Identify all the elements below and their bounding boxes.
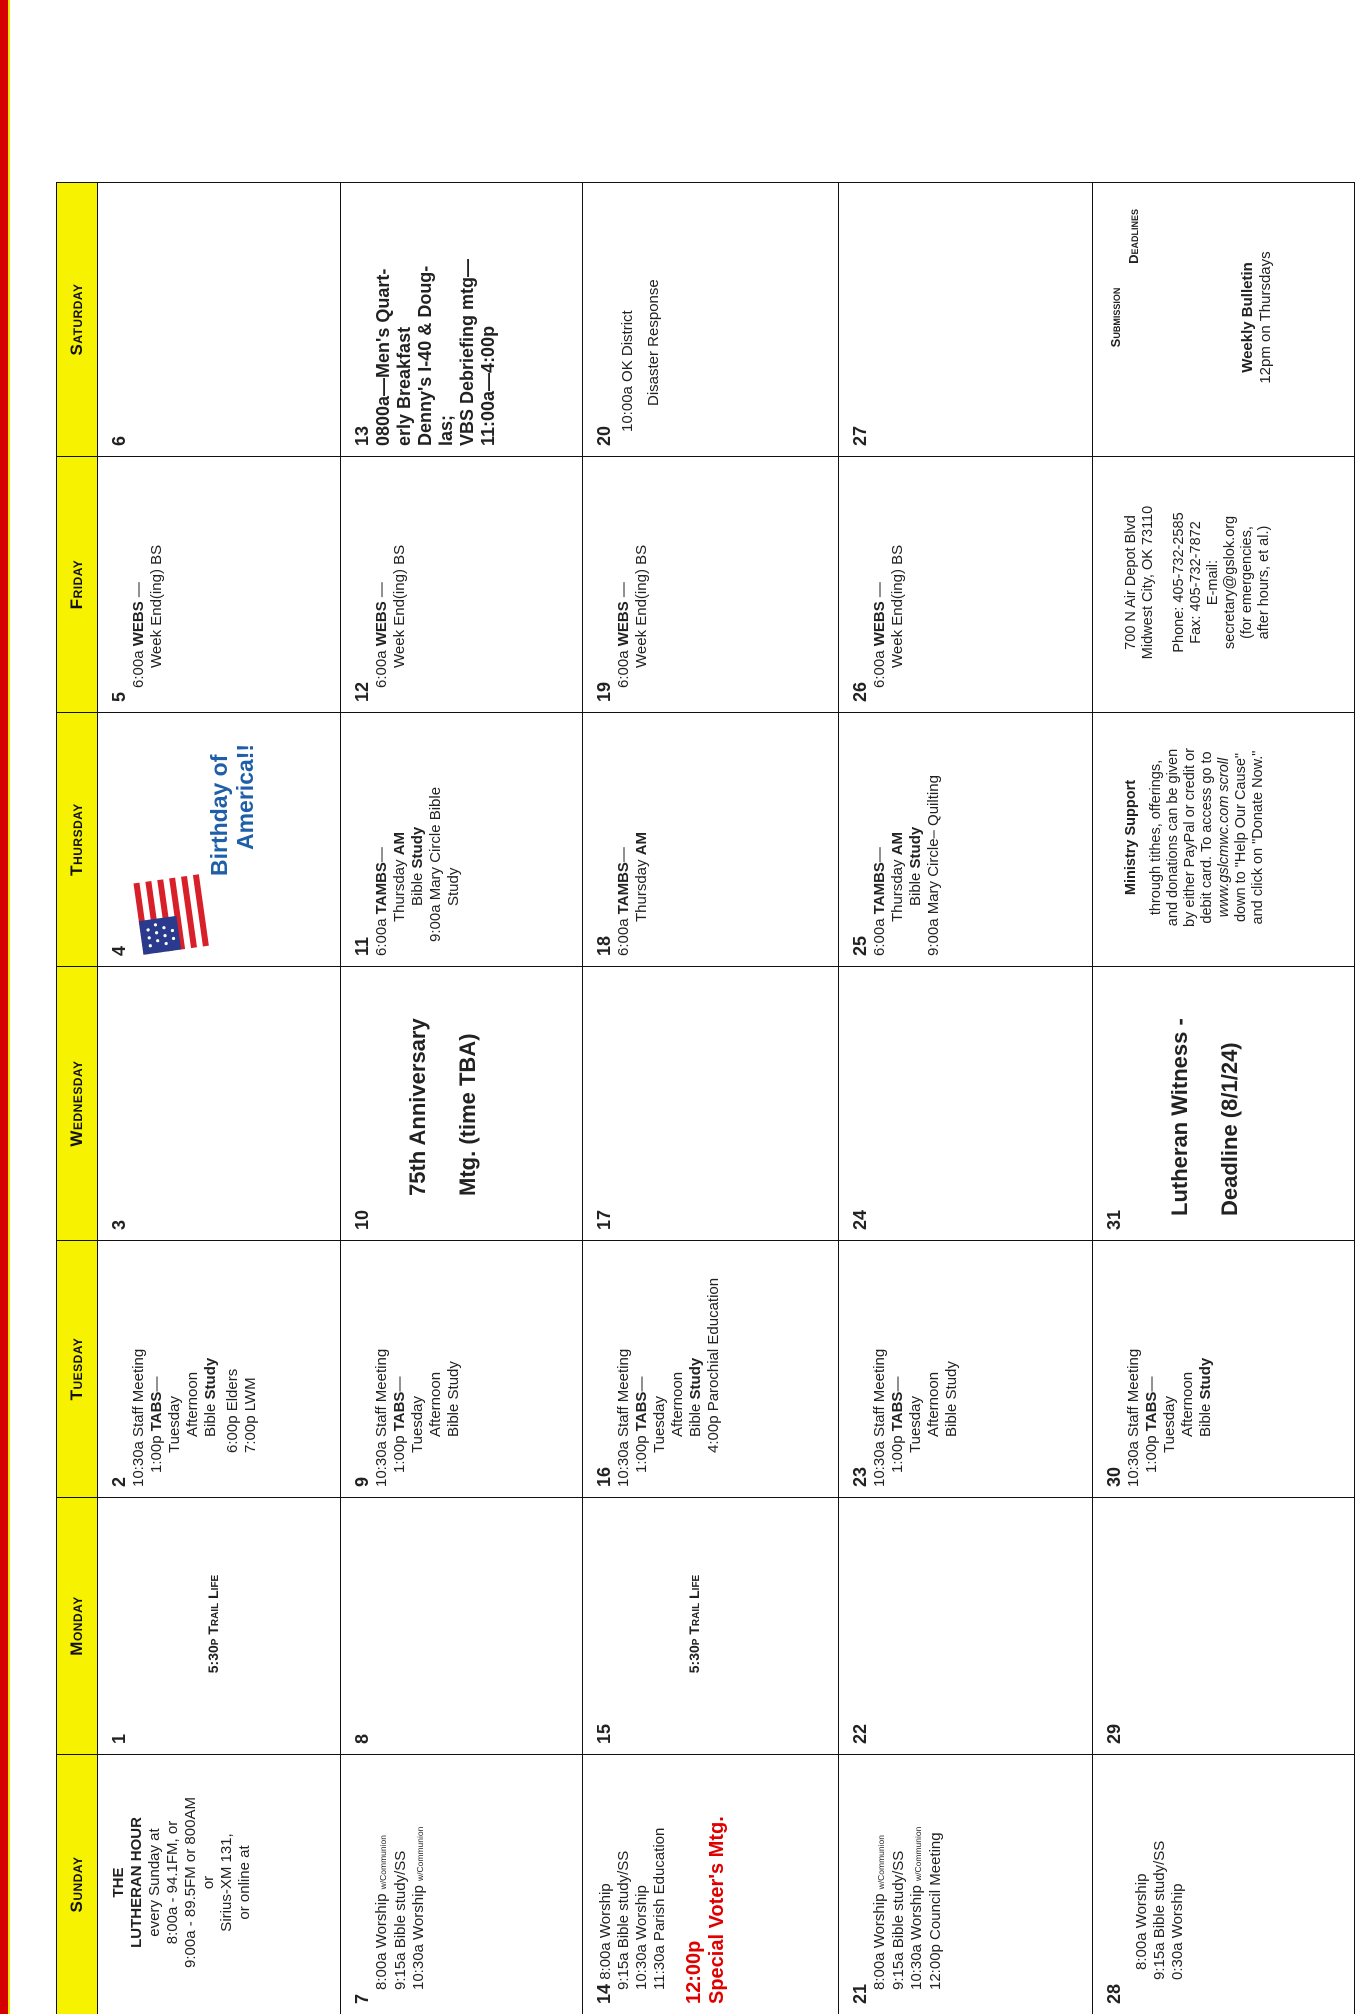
cell-week2-tuesday: 9 10:30a Staff Meeting 1:00p TABS— Tuesday Afternoon Bible Study bbox=[341, 1240, 583, 1497]
header-friday: Friday bbox=[56, 456, 98, 712]
cell-week4-thursday: 25 6:00a TAMBS— Thursday AM Bible Study 9:00a Mary Circle– Quilting bbox=[839, 712, 1093, 966]
cell-week4-tuesday: 23 10:30a Staff Meeting 1:00p TABS— Tuesday Afternoon Bible Study bbox=[839, 1240, 1093, 1497]
cell-week2-thursday: 11 6:00a TAMBS— Thursday AM Bible Study 9:00a Mary Circle Bible Study bbox=[341, 712, 583, 966]
cell-week1-sunday: THE LUTHERAN HOUR every Sunday at 8:00a - 94.1FM, or 9:00a - 89.5FM or 800AM or Sirius-XM 131, or online at bbox=[98, 1754, 341, 2014]
calendar bbox=[10, 0, 1360, 2014]
cell-week3-sunday: 14 8:00a Worship 9:15a Bible study/SS 10:30a Worship 11:30a Parish Education 12:00p Special Voter's Mtg. bbox=[583, 1754, 839, 2014]
cell-week5-wednesday: 31 Lutheran Witness - Deadline (8/1/24) bbox=[1093, 966, 1355, 1240]
cell-week3-friday: 19 6:00a WEBS — Week End(ing) BS bbox=[583, 456, 839, 712]
cell-week4-friday: 26 6:00a WEBS — Week End(ing) BS bbox=[839, 456, 1093, 712]
cell-week5-saturday: Submission Deadlines Weekly Bulletin 12pm on Thursdays bbox=[1093, 182, 1355, 456]
cell-week1-saturday: 6 bbox=[98, 182, 341, 456]
cell-week3-wednesday: 17 bbox=[583, 966, 839, 1240]
cell-week5-thursday: Ministry Support through tithes, offerings, and donations can be given by either PayPal or credit or debit card. To access go to www.gslcmwc.com scroll down to "Help Our Cause" and click on "Donate Now." bbox=[1093, 712, 1355, 966]
cell-week4-sunday: 21 8:00a Worship w/Communion 9:15a Bible study/SS 10:30a Worship w/Communion 12:00p Council Meeting bbox=[839, 1754, 1093, 2014]
header-monday: Monday bbox=[56, 1497, 98, 1754]
cell-week5-sunday: 28 8:00a Worship 9:15a Bible study/SS 0:30a Worship bbox=[1093, 1754, 1355, 2014]
cell-week3-tuesday: 16 10:30a Staff Meeting 1:00p TABS— Tuesday Afternoon Bible Study 4:00p Parochial Education bbox=[583, 1240, 839, 1497]
header-saturday: Saturday bbox=[56, 182, 98, 456]
cell-week5-monday: 29 bbox=[1093, 1497, 1355, 1754]
cell-week2-wednesday: 10 75th Anniversary Mtg. (time TBA) bbox=[341, 966, 583, 1240]
cell-week3-monday: 15 5:30p Trail Life bbox=[583, 1497, 839, 1754]
header-thursday: Thursday bbox=[56, 712, 98, 966]
cell-week3-saturday: 20 10:00a OK District Disaster Response bbox=[583, 182, 839, 456]
left-red-border bbox=[0, 0, 8, 2014]
cell-week2-sunday: 7 8:00a Worship w/Communion 9:15a Bible study/SS 10:30a Worship w/Communion bbox=[341, 1754, 583, 2014]
cell-week2-saturday: 13 0800a—Men's Quart- erly Breakfast Denny's I-40 & Doug- las; VBS Debriefing mtg— 11:00a—4:00p bbox=[341, 182, 583, 456]
cell-week2-friday: 12 6:00a WEBS — Week End(ing) BS bbox=[341, 456, 583, 712]
cell-week1-wednesday: 3 bbox=[98, 966, 341, 1240]
header-sunday: Sunday bbox=[56, 1754, 98, 2014]
cell-week1-tuesday: 2 10:30a Staff Meeting 1:00p TABS— Tuesday Afternoon Bible Study 6:00p Elders 7:00p LWM bbox=[98, 1240, 341, 1497]
cell-week4-monday: 22 bbox=[839, 1497, 1093, 1754]
american-flag-icon bbox=[130, 870, 220, 956]
cell-week4-saturday: 27 bbox=[839, 182, 1093, 456]
cell-week3-thursday: 18 6:00a TAMBS— Thursday AM bbox=[583, 712, 839, 966]
cell-week4-wednesday: 24 bbox=[839, 966, 1093, 1240]
header-tuesday: Tuesday bbox=[56, 1240, 98, 1497]
cell-week5-friday: 700 N Air Depot Blvd Midwest City, OK 73110 Phone: 405-732-2585 Fax: 405-732-7872 E-mail: secretary@gslok.org (for emergencies, after hours, et al.) bbox=[1093, 456, 1355, 712]
cell-week1-thursday: 4 Birthday of America!! bbox=[98, 712, 341, 966]
cell-week5-tuesday: 30 10:30a Staff Meeting 1:00p TABS— Tuesday Afternoon Bible Study bbox=[1093, 1240, 1355, 1497]
cell-week2-monday: 8 bbox=[341, 1497, 583, 1754]
cell-week1-monday: 1 5:30p Trail Life bbox=[98, 1497, 341, 1754]
cell-week1-friday: 5 6:00a WEBS — Week End(ing) BS bbox=[98, 456, 341, 712]
header-wednesday: Wednesday bbox=[56, 966, 98, 1240]
